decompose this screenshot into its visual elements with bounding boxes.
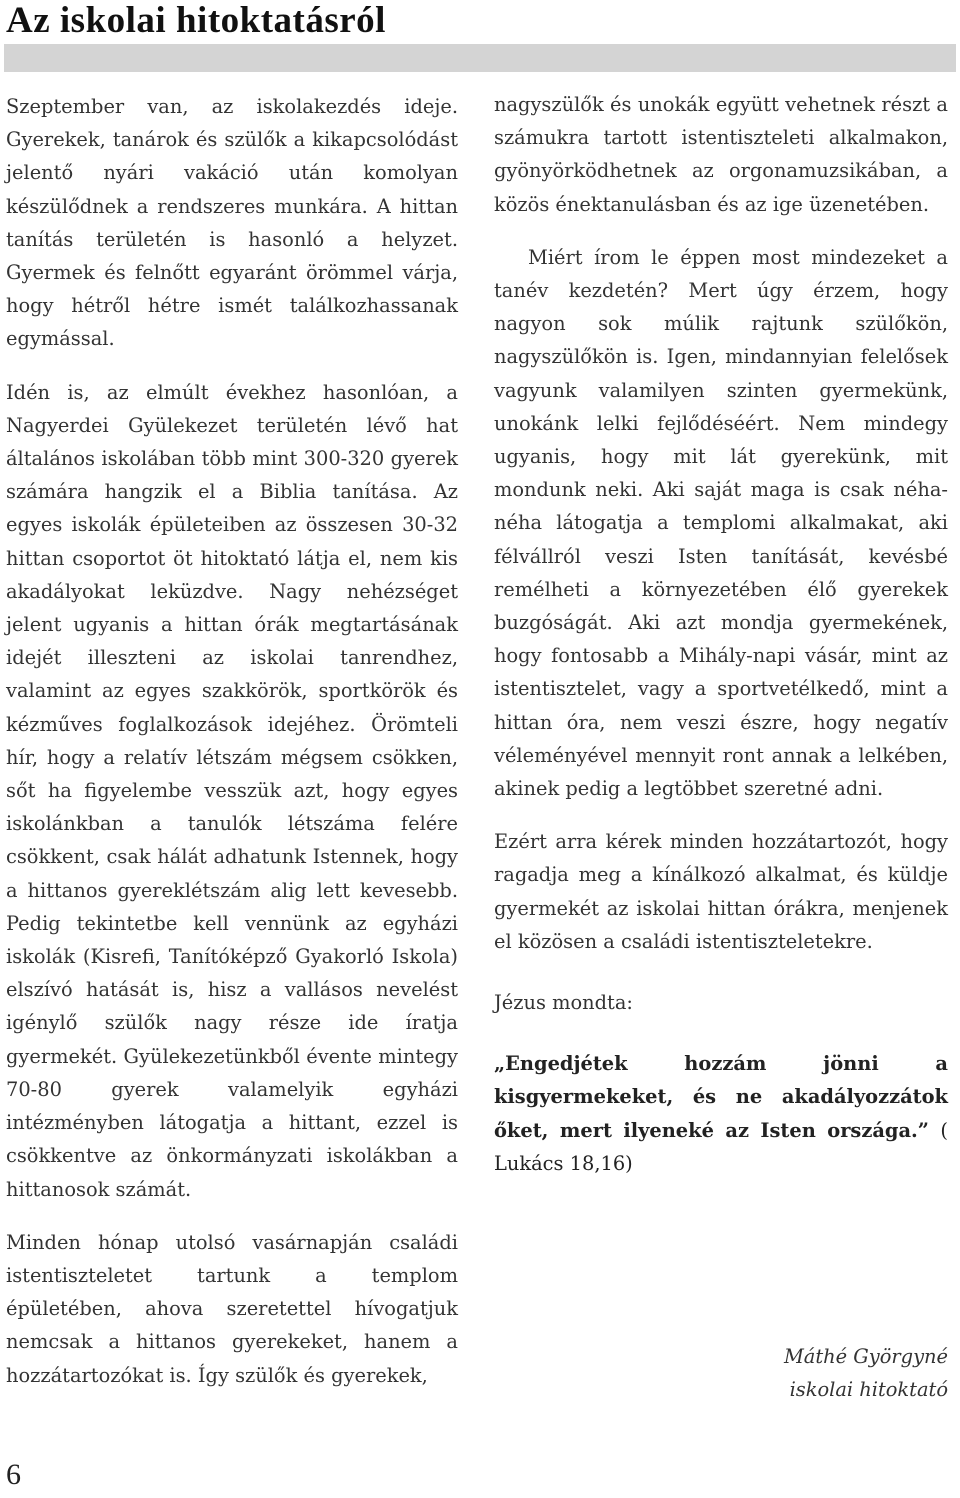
paragraph: Jézus mondta: [494,991,633,1015]
right-column [494,88,948,1180]
author-role: iskolai hitoktató [789,1378,948,1401]
bible-quote [494,1047,948,1180]
paragraph: Miért írom le éppen most mindezeket a tanév kezdetén? Mert úgy érzem, hogy nagyon sok múlik rajtunk szülőkön, nagyszülőkön is. Igen, mindannyian felelősek vagyunk valamilyen szinten gyermekünk, unokánk lelki fejlődéséért. Nem mindegy ugyanis, hogy mit lát gyerekünk, mit mondunk neki. Aki saját maga is csak néha-néha látogatja a templomi alkalmakat, aki félvállról veszi Isten tanítását, kevésbé remélheti a környezetében élő gyerekek buzgóságát. Aki azt mondja gyermekének, hogy fontosabb a Mihály-napi vásár, mint az istentisztelet, vagy a sportvetélkedő, mint a hittan óra, nem veszi észre, hogy negatív véleményével mennyit ront annak a lelkében, akinek pedig a legtöbbet szeretné adni. [494,245,948,801]
paragraph: nagyszülők és unokák együtt vehetnek részt a számukra tartott istentiszteleti alkalmakon, gyönyörködhetnek az orgonamuzsikában, a közös énektanulásban és az ige üzenetében. [494,93,948,216]
quote-text: „Engedjétek hozzám jönni a kisgyermekeket, és ne akadályozzátok őket, mert ilyeneké az Isten országa.” [494,1052,948,1142]
paragraph: Ezért arra kérek minden hozzátartozót, hogy ragadja meg a kínálkozó alkalmat, és küldje gyermekét az iskolai hittan órákra, menjenek el közösen a családi istentiszteletekre. [494,830,948,953]
title-bar [4,44,956,72]
paragraph: Idén is, az elmúlt évekhez hasonlóan, a Nagyerdei Gyülekezet területén lévő hat általános iskolában több mint 300-320 gyerek számára hangzik el a Biblia tanítása. Az egyes iskolák épületeiben az összesen 30-32 hittan csoportot öt hitoktató látja el, nem kis akadályokat leküzdve. Nagy nehézséget jelent ugyanis a hittan órák megtartásának idejét illeszteni az iskolai tanrendhez, valamint az egyes szakkörök, sportkörök és kézműves foglalkozások idejéhez. Örömteli hír, hogy a relatív létszám mégsem csökken, sőt ha figyelembe vesszük azt, hogy egyes iskolánkban a tanulók létszáma felére csökkent, csak hálát adhatunk Istennek, hogy a hittanos gyereklétszám alig lett kevesebb. Pedig tekintetbe kell vennünk az egyházi iskolák (Kisrefi, Tanítóképző Gyakorló Iskola) elszívó hatását is, hisz a vallásos nevelést igénylő szülők nagy része ide íratja gyermekét. Gyülekezetünkből évente mintegy 70-80 gyerek valamelyik egyházi intézményben látogatja a hittant, ezzel is csökkentve az önkormányzati iskolákban a hittanosok számát. [6,380,458,1201]
paragraph: Szeptember van, az iskolakezdés ideje. Gyerekek, tanárok és szülők a kikapcsolódást jelentő nyári vakáció után komolyan készülődnek a rendszeres munkára. A hittan tanítás területén is hasonló a helyzet. Gyermek és felnőtt egyaránt örömmel várja, hogy hétről hétre ismét találkozhassanak egymással. [6,95,458,351]
left-column [6,90,458,1392]
author-name: Máthé Györgyné [783,1345,948,1368]
signature [700,1340,948,1406]
page-number: 6 [6,1458,21,1491]
paragraph: Minden hónap utolsó vasárnapján családi istentiszteletet tartunk a templom épületében, ahova szeretettel hívogatjuk nemcsak a hittanos gyerekeket, hanem a hozzátartozókat is. Így szülők és gyerekek, [6,1230,458,1387]
article-title: Az iskolai hitoktatásról [6,0,386,41]
quote-reference: ( Lukács 18,16) [494,1118,948,1175]
